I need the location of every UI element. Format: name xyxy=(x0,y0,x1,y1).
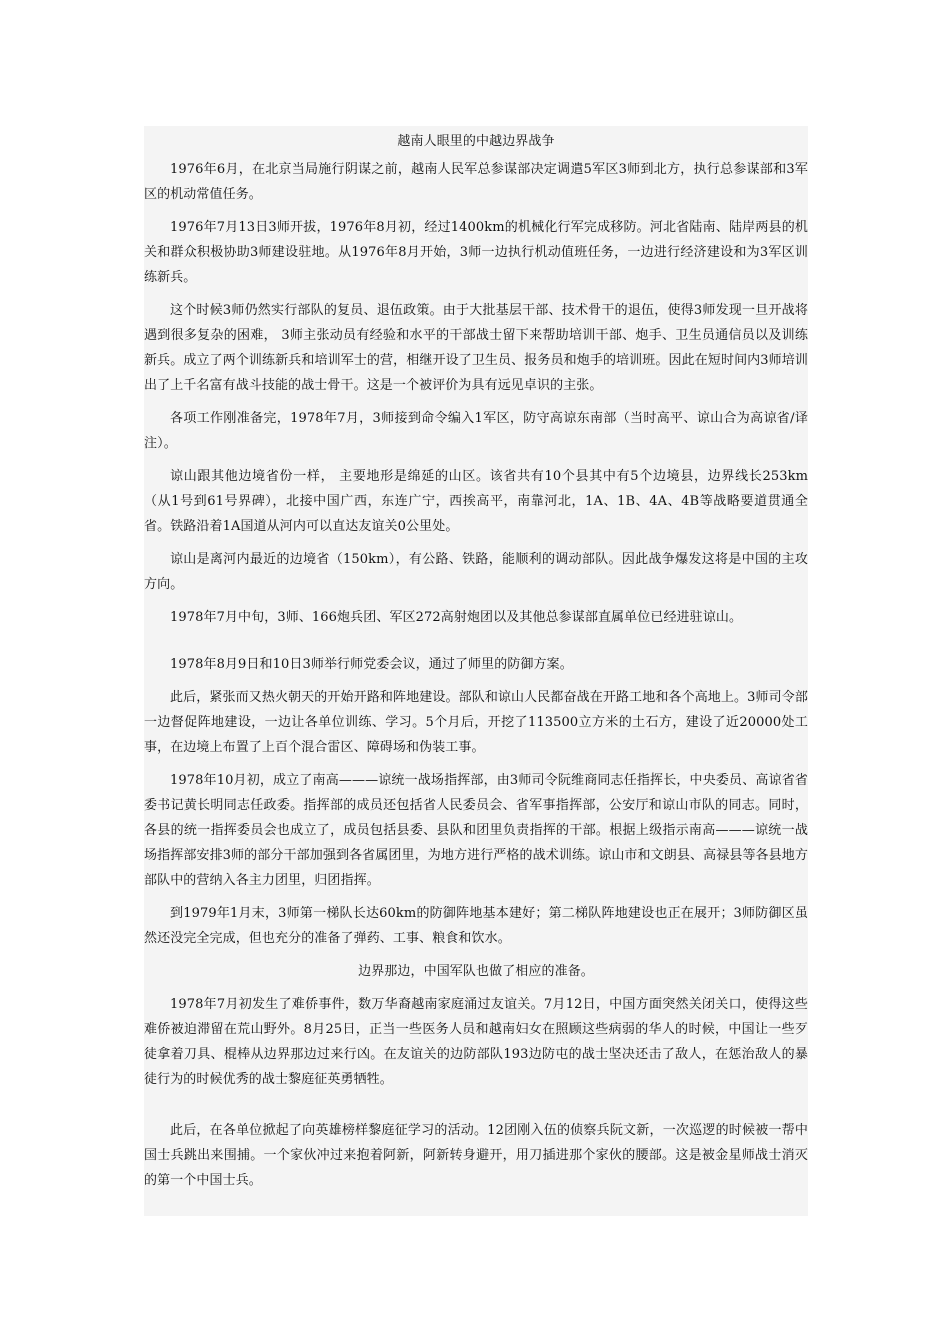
paragraph: 谅山是离河内最近的边境省（150km），有公路、铁路，能顺利的调动部队。因此战争爆发这将是中国的主攻方向。 xyxy=(144,552,808,592)
paragraph: 谅山跟其他边境省份一样， 主要地形是绵延的山区。该省共有10个县其中有5个边境县，边界线长253km（从1号到61号界碑），北接中国广西，东连广宁，西挨高平，南靠河北，1A、1B、4A、4B等战略要道贯通全省。铁路沿着1A国道从河内可以直达友谊关0公里处。 xyxy=(144,469,808,534)
paragraph: 这个时候3师仍然实行部队的复员、退伍政策。由于大批基层干部、技术骨干的退伍，使得3师发现一旦开战将遇到很多复杂的困难， 3师主张动员有经验和水平的干部战士留下来帮助培训干部、炮手、卫生员通信员以及训练新兵。成立了两个训练新兵和培训军士的营，相继开设了卫生员、报务员和炮手的培训班。因此在短时间内3师培训出了上千名富有战斗技能的战士骨干。这是一个被评价为具有远见卓识的主张。 xyxy=(144,303,808,393)
paragraph: 此后，在各单位掀起了向英雄榜样黎庭征学习的活动。12团刚入伍的侦察兵阮文新，一次巡逻的时候被一帮中国士兵跳出来围捕。一个家伙冲过来抱着阿新，阿新转身避开，用刀插进那个家伙的腰部。这是被金星师战士消灭的第一个中国士兵。 xyxy=(144,1123,808,1188)
paragraph: 1978年7月中旬，3师、166炮兵团、军区272高射炮团以及其他总参谋部直属单位已经进驻谅山。 xyxy=(170,610,743,625)
paragraph: 边界那边，中国军队也做了相应的准备。 xyxy=(358,964,594,979)
paragraph: 1978年8月9日和10日3师举行师党委会议，通过了师里的防御方案。 xyxy=(170,657,573,672)
document-page xyxy=(144,126,808,1216)
document-title: 越南人眼里的中越边界战争 xyxy=(397,134,555,149)
paragraph: 1978年10月初，成立了南高———谅统一战场指挥部，由3师司令阮维商同志任指挥长，中央委员、高谅省省委书记黄长明同志任政委。指挥部的成员还包括省人民委员会、省军事指挥部，公安厅和谅山市队的同志。同时，各县的统一指挥委员会也成立了，成员包括县委、县队和团里负责指挥的干部。根据上级指示南高———谅统一战场指挥部安排3师的部分干部加强到各省属团里，为地方进行严格的战术训练。谅山市和文朗县、高禄县等各县地方部队中的营纳入各主力团里，归团指挥。 xyxy=(144,773,808,888)
paragraph: 各项工作刚准备完，1978年7月，3师接到命令编入1军区，防守高谅东南部（当时高平、谅山合为高谅省/译注）。 xyxy=(144,411,808,451)
paragraph: 1978年7月初发生了难侨事件，数万华裔越南家庭涌过友谊关。7月12日，中国方面突然关闭关口，使得这些难侨被迫滞留在荒山野外。8月25日，正当一些医务人员和越南妇女在照顾这些病弱的华人的时候，中国让一些歹徒拿着刀具、棍棒从边界那边过来行凶。在友谊关的边防部队193边防屯的战士坚决还击了敌人，在惩治敌人的暴徒行为的时候优秀的战士黎庭征英勇牺牲。 xyxy=(144,997,808,1087)
paragraph: 1976年7月13日3师开拔，1976年8月初，经过1400km的机械化行军完成移防。河北省陆南、陆岸两县的机关和群众积极协助3师建设驻地。从1976年8月开始，3师一边执行机动值班任务，一边进行经济建设和为3军区训练新兵。 xyxy=(144,220,808,285)
paragraph: 1976年6月，在北京当局施行阴谋之前，越南人民军总参谋部决定调遣5军区3师到北方，执行总参谋部和3军区的机动常值任务。 xyxy=(144,162,808,202)
paragraph: 到1979年1月末，3师第一梯队长达60km的防御阵地基本建好；第二梯队阵地建设也正在展开；3师防御区虽然还没完全完成，但也充分的准备了弹药、工事、粮食和饮水。 xyxy=(144,906,808,946)
paragraph: 此后，紧张而又热火朝天的开始开路和阵地建设。部队和谅山人民都奋战在开路工地和各个高地上。3师司令部一边督促阵地建设，一边让各单位训练、学习。5个月后，开挖了113500立方米的土石方，建设了近20000处工事，在边境上布置了上百个混合雷区、障碍场和伪装工事。 xyxy=(144,690,808,755)
